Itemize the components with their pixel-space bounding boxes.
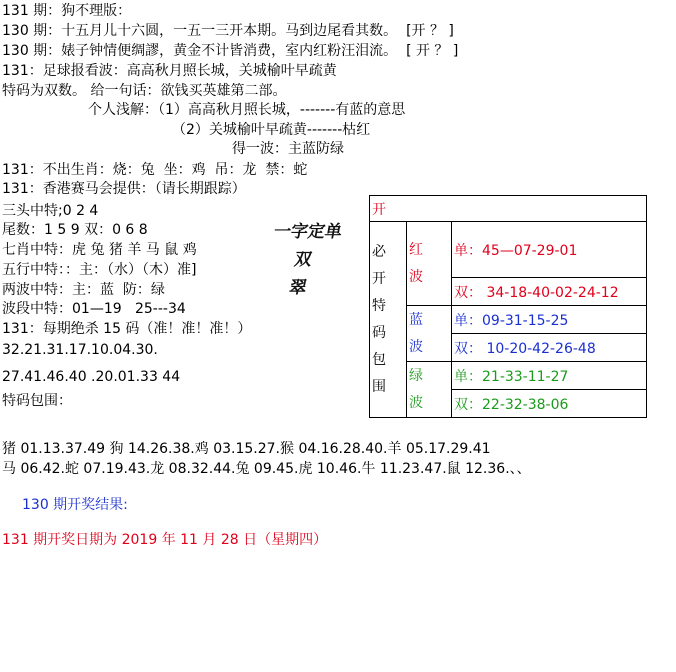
text-line: 32.21.31.17.10.04.30.	[2, 342, 158, 358]
text-line: 马 06.42.蛇 07.19.43.龙 08.32.44.兔 09.45.虎 10.46.牛 11.23.47.鼠 12.36.、、	[2, 461, 531, 477]
wave-blue	[407, 306, 452, 362]
red-single: 单：45—07-29-01	[452, 222, 647, 278]
stamp-line: 翠	[287, 278, 309, 298]
text-line: 尾数：1 5 9 双：0 6 8	[2, 222, 148, 238]
stamp-line: 一字定单双	[272, 222, 344, 270]
blue-double: 双： 10-20-42-26-48	[452, 334, 647, 362]
green-single: 单：21-33-11-27	[452, 362, 647, 390]
wave-char: 绿	[409, 367, 423, 384]
wave-green	[407, 362, 452, 418]
text-line: 130 期：十五月儿十六圆，一五一三开本期。马到边尾看其数。 [开 ？ ]	[2, 23, 454, 39]
text-line: 猪 01.13.37.49 狗 14.26.38.鸡 03.15.27.猴 04.16.28.40.羊 05.17.29.41	[2, 441, 491, 457]
wave-char: 波	[409, 338, 423, 355]
text-line: 七肖中特：虎 兔 猪 羊 马 鼠 鸡	[2, 242, 197, 258]
side-char: 特	[372, 297, 386, 314]
side-char: 围	[372, 378, 386, 395]
text-line: 131：每期绝杀 15 码（准！准！准！）	[2, 321, 252, 337]
text-line: 131：足球报看波：高高秋月照长城，关城榆叶早疏黄	[2, 63, 337, 79]
text-line: 130 期：婊子钟情便绸謬，黄金不计皆消费，室内红粉汪泪流。 [ 开 ？ ]	[2, 43, 459, 59]
text-line: 两波中特：主：蓝 防：绿	[2, 282, 165, 298]
draw-date: 131 期开奖日期为 2019 年 11 月 28 日（星期四）	[2, 532, 328, 548]
wave-char: 波	[409, 394, 423, 411]
side-label	[370, 222, 407, 418]
blue-single: 单：09-31-15-25	[452, 306, 647, 334]
table-header: 开	[370, 196, 647, 222]
text-line: 波段中特：01—19 25---34	[2, 301, 186, 317]
red-double: 双： 34-18-40-02-24-12	[452, 278, 647, 306]
text-line: 三头中特;0 2 4	[2, 203, 99, 219]
text-line: 131 期：狗不理版：	[2, 3, 132, 19]
wave-red	[407, 222, 452, 306]
text-line: 特码包围：	[2, 393, 72, 409]
text-line: （2）关城榆叶早疏黄-------枯红	[172, 122, 371, 138]
green-double: 双：22-32-38-06	[452, 390, 647, 418]
text-line: 得一波：主蓝防绿	[232, 141, 344, 157]
wave-char: 红	[409, 241, 423, 258]
side-char: 包	[372, 351, 386, 368]
wave-char: 波	[409, 268, 423, 285]
text-line: 131：不出生肖：烧：兔 坐：鸡 吊：龙 禁：蛇	[2, 162, 308, 178]
side-char: 开	[372, 270, 386, 287]
text-line: 五行中特：：主：（水）（木）准]	[2, 262, 197, 278]
wave-char: 蓝	[409, 311, 423, 328]
stamp-logo	[255, 218, 352, 302]
text-line: 131：香港赛马会提供：（请长期跟踪）	[2, 181, 246, 197]
result-title: 130 期开奖结果:	[22, 497, 128, 513]
special-code-table	[369, 195, 647, 418]
text-line: 个人浅解：（1）高高秋月照长城，-------有蓝的意思	[88, 102, 406, 118]
side-char: 必	[372, 243, 386, 260]
side-char: 码	[372, 324, 386, 341]
text-line: 特码为双数。 给一句话：欲钱买英雄第二部。	[2, 83, 287, 99]
text-line: 27.41.46.40 .20.01.33 44	[2, 369, 181, 385]
